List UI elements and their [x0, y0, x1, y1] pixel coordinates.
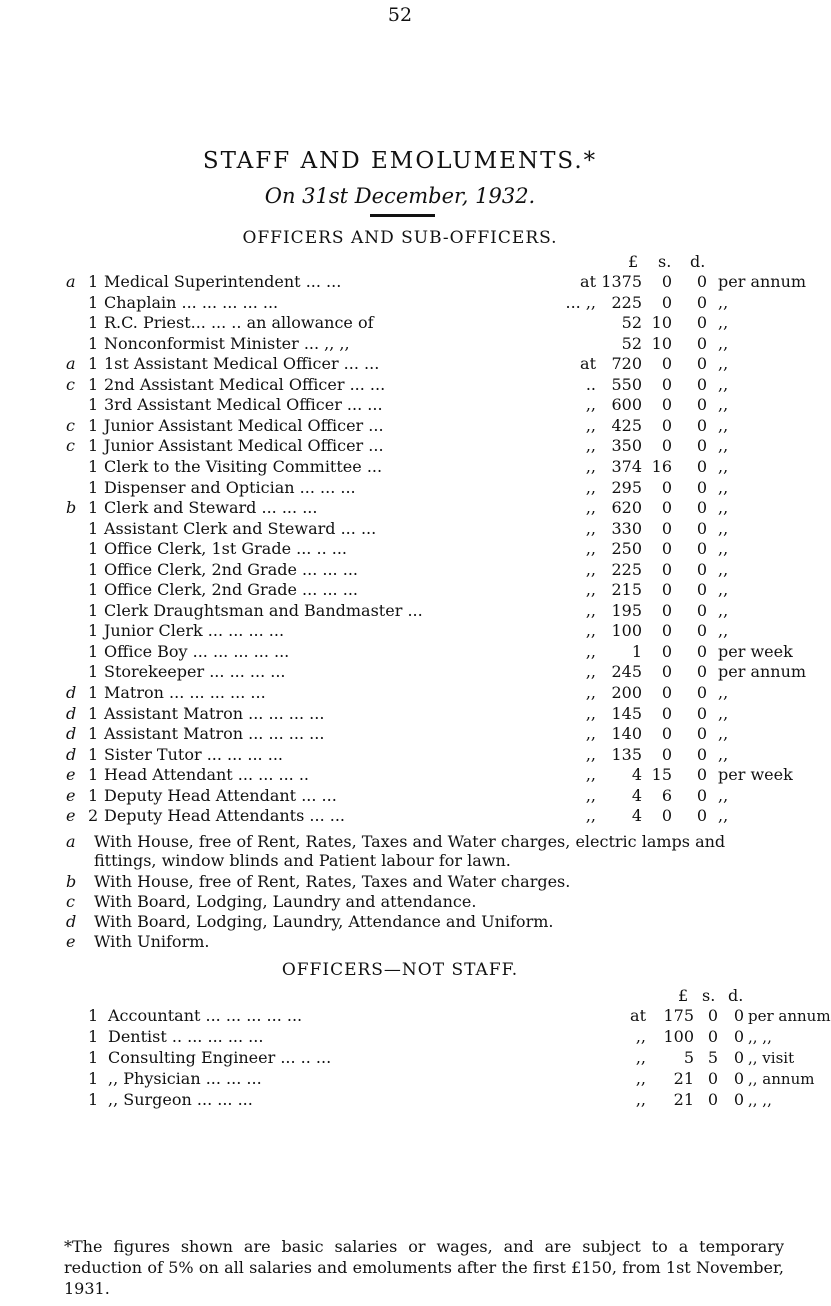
- table-row: [0, 539, 800, 559]
- post-title: Assistant Matron ... ... ... ...: [104, 703, 325, 723]
- table-row: [0, 601, 800, 621]
- amount-shillings: 0: [661, 498, 672, 518]
- note-text: With House, free of Rent, Rates, Taxes and Water charges.: [94, 872, 571, 891]
- staff-count: 1: [88, 621, 99, 641]
- col-header-pence: d.: [690, 252, 706, 271]
- amount-pounds: 374: [611, 456, 642, 476]
- footnote-mark: d: [66, 683, 77, 702]
- amount-pounds: 52: [621, 333, 642, 353]
- table-row: [0, 457, 800, 477]
- rate-prefix: ,,: [585, 703, 596, 723]
- amount-pounds: 425: [611, 415, 642, 435]
- pay-basis: ,,: [718, 785, 729, 805]
- amount-shillings: 0: [661, 272, 672, 291]
- rate-prefix: ,,: [585, 580, 596, 600]
- staff-count: 1: [88, 641, 99, 661]
- col-header-shillings: s.: [658, 252, 672, 271]
- footnote-mark: c: [66, 436, 75, 456]
- post-title: Nonconformist Minister ... ,, ,,: [104, 333, 350, 353]
- staff-count: 1: [88, 313, 99, 333]
- staff-count: 1: [88, 456, 99, 476]
- staff-count: 1: [88, 272, 99, 291]
- pay-basis: ,,: [718, 559, 729, 579]
- footnote-mark: e: [66, 806, 76, 826]
- amount-pounds: 720: [611, 354, 642, 374]
- page-title: STAFF AND EMOLUMENTS.*: [202, 148, 598, 174]
- rate-prefix: ,,: [585, 765, 596, 785]
- table-row: [0, 1090, 800, 1110]
- pay-basis: ,,: [718, 539, 729, 559]
- amount-shillings: 0: [707, 1069, 718, 1088]
- pay-basis: ,,: [718, 498, 729, 518]
- footnote-mark: e: [66, 765, 76, 785]
- rate-prefix: ,,: [585, 395, 596, 415]
- table-row: [0, 519, 800, 539]
- amount-pounds: 1: [631, 641, 642, 661]
- staff-count: 1: [88, 333, 99, 353]
- post-title: Office Clerk, 2nd Grade ... ... ...: [104, 559, 358, 579]
- staff-count: 1: [88, 683, 99, 702]
- page-number: 52: [387, 4, 413, 26]
- post-title: Storekeeper ... ... ... ...: [104, 662, 286, 682]
- rate-prefix: ,,: [585, 456, 596, 476]
- post-title: Assistant Matron ... ... ... ...: [104, 724, 325, 744]
- staff-count: 1: [88, 765, 99, 785]
- post-title: Matron ... ... ... ... ...: [104, 683, 266, 702]
- pay-basis: ,,: [718, 374, 729, 394]
- amount-pounds: 620: [611, 498, 642, 518]
- post-title: Clerk to the Visiting Committee ...: [104, 456, 383, 476]
- amount-pounds: 245: [611, 662, 642, 682]
- amount-pence: 0: [696, 498, 707, 518]
- post-title: Clerk and Steward ... ... ...: [104, 498, 318, 518]
- table-row: [0, 1027, 800, 1047]
- rate-prefix: ,,: [585, 436, 596, 456]
- post-title: Junior Assistant Medical Officer ...: [104, 436, 384, 456]
- note-mark: e: [66, 932, 76, 951]
- rate-prefix: at: [580, 354, 596, 374]
- note-text: With House, free of Rent, Rates, Taxes and Water charges, electric lamps and fittings, window blinds and Patient labour for lawn.: [94, 832, 726, 870]
- title-rule: [370, 214, 435, 217]
- rate-prefix: ,,: [585, 724, 596, 744]
- staff-count: 1: [88, 1006, 99, 1025]
- amount-shillings: 0: [661, 662, 672, 682]
- amount-shillings: 0: [661, 559, 672, 579]
- amount-pounds: 350: [611, 436, 642, 456]
- table-row: [0, 436, 800, 456]
- note-text: With Board, Lodging, Laundry and attendance.: [94, 892, 477, 911]
- rate-prefix: ,,: [585, 477, 596, 497]
- amount-pence: 0: [696, 354, 707, 374]
- amount-shillings: 0: [661, 374, 672, 394]
- pay-basis: ,,: [718, 456, 729, 476]
- amount-pounds: 195: [611, 600, 642, 620]
- footnote-mark: e: [66, 785, 76, 805]
- table-row: [0, 724, 800, 744]
- rate-prefix: ,,: [635, 1048, 646, 1067]
- amount-pence: 0: [696, 806, 707, 826]
- table-row: [0, 1069, 815, 1089]
- footnote: *The figures shown are basic salaries or wages, and are subject to a temporary reduction of 5% on all salaries and emoluments after the first £150, from 1st November, 1931.: [64, 1237, 784, 1298]
- note-mark: a: [66, 832, 76, 851]
- col2-header-pence: d.: [728, 986, 744, 1005]
- amount-shillings: 10: [651, 333, 672, 353]
- amount-shillings: 0: [661, 703, 672, 723]
- rate-prefix: ,,: [585, 662, 596, 682]
- amount-pounds: 225: [611, 559, 642, 579]
- amount-shillings: 10: [651, 313, 672, 333]
- amount-pence: 0: [733, 1090, 744, 1109]
- table-row: [0, 313, 800, 333]
- amount-pence: 0: [696, 292, 707, 312]
- amount-pounds: 200: [611, 683, 642, 702]
- staff-count: 1: [88, 580, 99, 600]
- amount-pounds: 21: [673, 1069, 694, 1088]
- amount-pounds: 135: [611, 744, 642, 764]
- post-title: Office Boy ... ... ... ... ...: [104, 641, 290, 661]
- rate-prefix: ,,: [635, 1027, 646, 1046]
- post-title: 2nd Assistant Medical Officer ... ...: [104, 374, 386, 394]
- amount-pounds: 550: [611, 374, 642, 394]
- rate-prefix: ,,: [585, 744, 596, 764]
- rate-prefix: ,,: [585, 621, 596, 641]
- staff-count: 1: [88, 1048, 99, 1067]
- staff-count: 1: [88, 395, 99, 415]
- table-row: [0, 621, 800, 641]
- amount-pence: 0: [696, 765, 707, 785]
- post-title: Dispenser and Optician ... ... ...: [104, 477, 356, 497]
- amount-pence: 0: [696, 559, 707, 579]
- amount-pence: 0: [696, 436, 707, 456]
- amount-shillings: 0: [661, 683, 672, 702]
- table-row: [0, 765, 800, 785]
- pay-basis: ,,: [718, 621, 729, 641]
- pay-basis: ,,: [718, 744, 729, 764]
- amount-pounds: 175: [663, 1006, 694, 1025]
- pay-basis: ,,: [718, 600, 729, 620]
- amount-pounds: 5: [683, 1048, 694, 1067]
- amount-pence: 0: [696, 395, 707, 415]
- amount-pence: 0: [696, 724, 707, 744]
- staff-count: 1: [88, 1027, 99, 1046]
- page-subtitle: On 31st December, 1932.: [264, 184, 536, 208]
- note-text: With Board, Lodging, Laundry, Attendance and Uniform.: [94, 912, 554, 931]
- table-row: [0, 580, 800, 600]
- rate-prefix: ,,: [585, 498, 596, 518]
- footnote-mark: d: [66, 744, 77, 764]
- rate-prefix: ,,: [585, 539, 596, 559]
- rate-prefix: ,,: [585, 559, 596, 579]
- amount-shillings: 0: [661, 436, 672, 456]
- col2-header-shillings: s.: [702, 986, 716, 1005]
- rate-prefix: at: [580, 272, 596, 291]
- amount-pence: 0: [696, 415, 707, 435]
- amount-pounds: 21: [673, 1090, 694, 1109]
- amount-pounds: 600: [611, 395, 642, 415]
- amount-pence: 0: [696, 456, 707, 476]
- table-row: [0, 416, 800, 436]
- amount-pounds: 4: [631, 765, 642, 785]
- amount-pounds: 1375: [601, 272, 642, 291]
- table-row: [0, 293, 800, 313]
- amount-pence: 0: [696, 333, 707, 353]
- rate-prefix: ,,: [585, 518, 596, 538]
- amount-pence: 0: [733, 1048, 744, 1067]
- staff-count: 1: [88, 662, 99, 682]
- amount-pounds: 100: [663, 1027, 694, 1046]
- staff-count: 1: [88, 539, 99, 559]
- staff-count: 1: [88, 374, 99, 394]
- amount-pence: 0: [696, 313, 707, 333]
- pay-basis: ,,: [718, 703, 729, 723]
- table-row: [0, 375, 800, 395]
- amount-pounds: 52: [621, 313, 642, 333]
- pay-basis: ,,: [718, 518, 729, 538]
- amount-pounds: 330: [611, 518, 642, 538]
- amount-pence: 0: [696, 272, 707, 291]
- staff-count: 1: [88, 518, 99, 538]
- staff-count: 1: [88, 744, 99, 764]
- amount-pence: 0: [696, 580, 707, 600]
- post-title: Assistant Clerk and Steward ... ...: [104, 518, 377, 538]
- col-header-pounds: £: [628, 252, 639, 271]
- staff-count: 1: [88, 1090, 99, 1109]
- pay-basis: per annum: [718, 662, 807, 682]
- pay-basis: per annum: [748, 1007, 831, 1025]
- note-mark: c: [66, 892, 75, 911]
- staff-count: 1: [88, 1069, 99, 1088]
- post-title: Office Clerk, 2nd Grade ... ... ...: [104, 580, 358, 600]
- pay-basis: ,,: [718, 436, 729, 456]
- post-title: Junior Clerk ... ... ... ...: [104, 621, 285, 641]
- rate-prefix: ,,: [585, 600, 596, 620]
- table-row: [0, 395, 800, 415]
- table-row: [0, 683, 800, 703]
- amount-shillings: 0: [661, 724, 672, 744]
- amount-pounds: 4: [631, 806, 642, 826]
- pay-basis: ,,: [718, 333, 729, 353]
- table-row: [0, 478, 800, 498]
- pay-basis: ,,: [718, 477, 729, 497]
- note-mark: d: [66, 912, 77, 931]
- amount-pence: 0: [696, 785, 707, 805]
- pay-basis: ,, annum: [748, 1070, 815, 1088]
- rate-prefix: ,,: [585, 641, 596, 661]
- post-title: Chaplain ... ... ... ... ...: [104, 292, 279, 312]
- amount-shillings: 0: [661, 806, 672, 826]
- table-row: [0, 560, 800, 580]
- post-title: Head Attendant ... ... ... ..: [104, 765, 309, 785]
- rate-prefix: ... ,,: [565, 292, 596, 312]
- rate-prefix: ,,: [585, 415, 596, 435]
- amount-shillings: 0: [661, 395, 672, 415]
- amount-pence: 0: [696, 600, 707, 620]
- amount-shillings: 15: [651, 765, 672, 785]
- note-mark: b: [66, 872, 77, 891]
- pay-basis: ,,: [718, 683, 729, 702]
- amount-shillings: 0: [661, 621, 672, 641]
- amount-pounds: 225: [611, 292, 642, 312]
- table-row: [0, 334, 800, 354]
- post-title: ,, Surgeon ... ... ...: [108, 1090, 253, 1109]
- section-heading-not-staff: OFFICERS—NOT STAFF.: [281, 960, 519, 980]
- pay-basis: ,,: [718, 292, 729, 312]
- amount-shillings: 0: [661, 292, 672, 312]
- amount-shillings: 0: [707, 1027, 718, 1046]
- table-row: [0, 498, 800, 518]
- staff-count: 1: [88, 354, 99, 374]
- staff-count: 1: [88, 436, 99, 456]
- pay-basis: ,,: [718, 313, 729, 333]
- post-title: 3rd Assistant Medical Officer ... ...: [104, 395, 383, 415]
- post-title: Clerk Draughtsman and Bandmaster ...: [104, 600, 423, 620]
- pay-basis: per week: [718, 641, 793, 661]
- amount-shillings: 0: [661, 580, 672, 600]
- pay-basis: ,,: [718, 354, 729, 374]
- amount-pence: 0: [696, 374, 707, 394]
- staff-count: 1: [88, 703, 99, 723]
- rate-prefix: ,,: [635, 1069, 646, 1088]
- post-title: R.C. Priest... ... .. an allowance of: [104, 313, 374, 333]
- table-row: [0, 1048, 800, 1068]
- footnote-mark: b: [66, 498, 77, 518]
- table-row: [0, 786, 800, 806]
- post-title: Deputy Head Attendant ... ...: [104, 785, 337, 805]
- amount-pence: 0: [696, 683, 707, 702]
- pay-basis: ,,: [718, 580, 729, 600]
- section-heading-officers: OFFICERS AND SUB-OFFICERS.: [242, 228, 558, 248]
- amount-pounds: 4: [631, 785, 642, 805]
- amount-pence: 0: [696, 539, 707, 559]
- amount-shillings: 0: [661, 354, 672, 374]
- rate-prefix: ..: [585, 374, 596, 394]
- amount-shillings: 0: [661, 518, 672, 538]
- staff-count: 1: [88, 600, 99, 620]
- amount-pence: 0: [696, 703, 707, 723]
- post-title: Office Clerk, 1st Grade ... .. ...: [104, 539, 347, 559]
- post-title: Accountant ... ... ... ... ...: [108, 1006, 303, 1025]
- amount-shillings: 0: [661, 600, 672, 620]
- pay-basis: per week: [718, 765, 793, 785]
- amount-pence: 0: [733, 1006, 744, 1025]
- rate-prefix: ,,: [585, 785, 596, 805]
- amount-pence: 0: [733, 1027, 744, 1046]
- amount-pence: 0: [696, 477, 707, 497]
- staff-count: 2: [88, 806, 99, 826]
- staff-count: 1: [88, 477, 99, 497]
- staff-count: 1: [88, 724, 99, 744]
- amount-shillings: 0: [661, 539, 672, 559]
- post-title: Dentist .. ... ... ... ...: [108, 1027, 264, 1046]
- amount-pence: 0: [696, 662, 707, 682]
- amount-pounds: 250: [611, 539, 642, 559]
- post-title: ,, Physician ... ... ...: [108, 1069, 262, 1088]
- amount-shillings: 0: [707, 1090, 718, 1109]
- post-title: Medical Superintendent ... ...: [104, 272, 342, 291]
- table-row: [0, 745, 800, 765]
- amount-shillings: 0: [661, 477, 672, 497]
- amount-shillings: 0: [707, 1006, 718, 1025]
- table-row: [0, 1006, 831, 1026]
- footnote-mark: d: [66, 724, 77, 744]
- rate-prefix: ,,: [585, 806, 596, 826]
- amount-pence: 0: [696, 744, 707, 764]
- rate-prefix: ,,: [635, 1090, 646, 1109]
- amount-shillings: 0: [661, 641, 672, 661]
- staff-count: 1: [88, 785, 99, 805]
- amount-pence: 0: [733, 1069, 744, 1088]
- amount-pounds: 145: [611, 703, 642, 723]
- pay-basis: ,,: [718, 395, 729, 415]
- amount-shillings: 5: [707, 1048, 718, 1067]
- post-title: Sister Tutor ... ... ... ...: [104, 744, 283, 764]
- pay-basis: ,,: [718, 415, 729, 435]
- amount-pounds: 140: [611, 724, 642, 744]
- pay-basis: ,,: [718, 806, 729, 826]
- amount-shillings: 0: [661, 415, 672, 435]
- amount-pence: 0: [696, 621, 707, 641]
- staff-count: 1: [88, 498, 99, 518]
- rate-prefix: at: [630, 1006, 646, 1025]
- footnote-mark: c: [66, 415, 75, 435]
- table-row: [0, 272, 807, 292]
- pay-basis: ,, ,,: [748, 1091, 772, 1109]
- pay-basis: ,, visit: [748, 1049, 795, 1067]
- footnote-mark: d: [66, 703, 77, 723]
- footnote-mark: a: [66, 272, 76, 291]
- amount-shillings: 16: [651, 456, 672, 476]
- table-row: [0, 642, 800, 662]
- staff-count: 1: [88, 559, 99, 579]
- post-title: Deputy Head Attendants ... ...: [104, 806, 346, 826]
- amount-pounds: 215: [611, 580, 642, 600]
- staff-count: 1: [88, 415, 99, 435]
- footnote-mark: a: [66, 354, 76, 374]
- table-row: [0, 662, 807, 682]
- table-row: [0, 354, 800, 374]
- pay-basis: ,, ,,: [748, 1028, 772, 1046]
- post-title: Junior Assistant Medical Officer ...: [104, 415, 384, 435]
- rate-prefix: ,,: [585, 683, 596, 702]
- amount-pounds: 100: [611, 621, 642, 641]
- amount-shillings: 0: [661, 744, 672, 764]
- amount-shillings: 6: [661, 785, 672, 805]
- amount-pounds: 295: [611, 477, 642, 497]
- amount-pence: 0: [696, 518, 707, 538]
- table-row: [0, 806, 800, 826]
- pay-basis: ,,: [718, 724, 729, 744]
- note-text: With Uniform.: [94, 932, 210, 951]
- pay-basis: per annum: [718, 272, 807, 291]
- col2-header-pounds: £: [678, 986, 689, 1005]
- post-title: 1st Assistant Medical Officer ... ...: [104, 354, 380, 374]
- amount-pence: 0: [696, 641, 707, 661]
- staff-count: 1: [88, 292, 99, 312]
- post-title: Consulting Engineer ... .. ...: [108, 1048, 332, 1067]
- footnote-mark: c: [66, 374, 75, 394]
- table-row: [0, 704, 800, 724]
